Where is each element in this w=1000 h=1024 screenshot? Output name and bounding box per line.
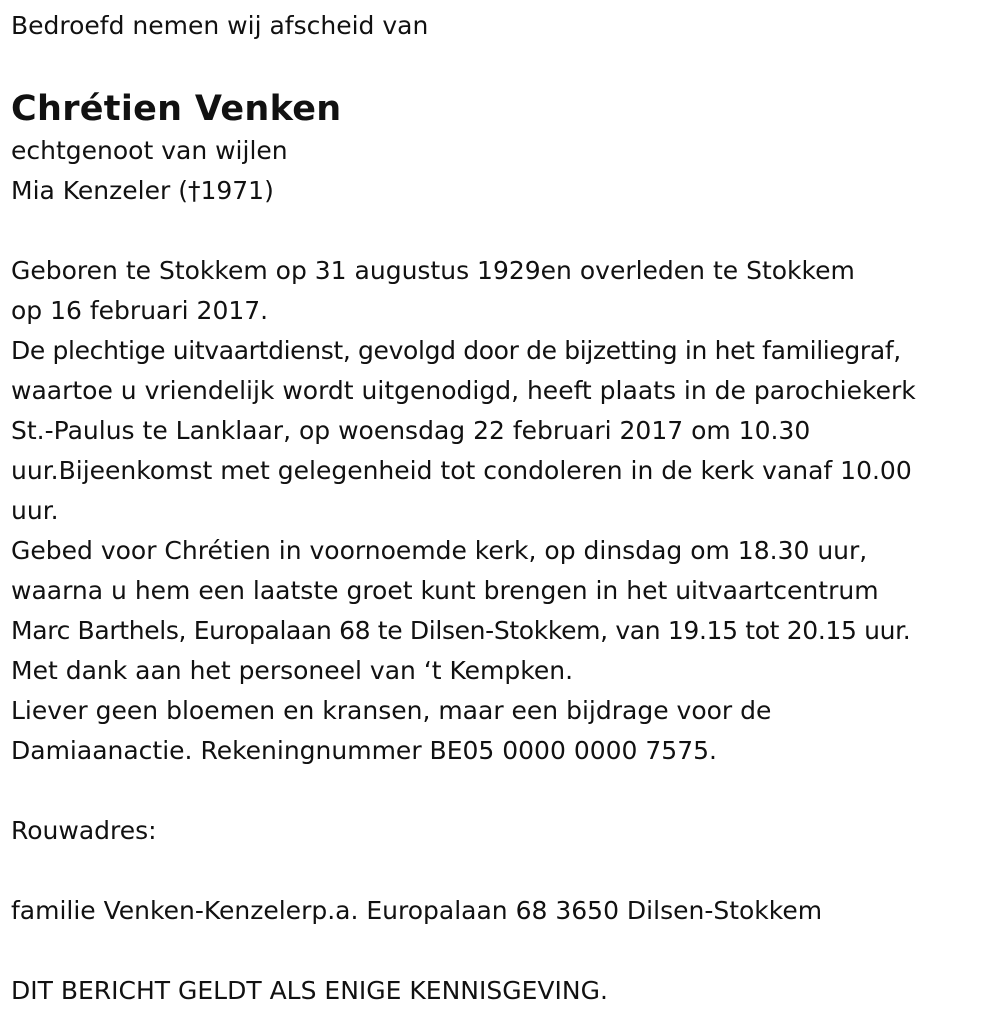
spacer — [11, 771, 996, 811]
body-line-7: uur. — [11, 496, 59, 525]
body-line-11: Met dank aan het personeel van ‘t Kempken. — [11, 656, 574, 685]
spouse-line-2: Mia Kenzeler (†1971) — [11, 176, 274, 205]
body-line-4: waartoe u vriendelijk wordt uitgenodigd, heeft plaats in de parochiekerk — [11, 376, 916, 405]
body-line-13: Damiaanactie. Rekeningnummer BE05 0000 0000 7575. — [11, 736, 717, 765]
body-line-8: Gebed voor Chrétien in voornoemde kerk, op dinsdag om 18.30 uur, — [11, 536, 868, 565]
body-line-10: Marc Barthels, Europalaan 68 te Dilsen-Stokkem, van 19.15 tot 20.15 uur. — [11, 616, 911, 645]
body-line-2: op 16 februari 2017. — [11, 296, 269, 325]
spacer — [11, 211, 996, 251]
spouse-line-1: echtgenoot van wijlen — [11, 136, 288, 165]
intro-text: Bedroefd nemen wij afscheid van — [11, 11, 429, 40]
address-line: familie Venken-Kenzelerp.a. Europalaan 68 3650 Dilsen-Stokkem — [11, 896, 823, 925]
address-heading: Rouwadres: — [11, 816, 157, 845]
deceased-name: Chrétien Venken — [11, 89, 342, 129]
body-line-6: uur.Bijeenkomst met gelegenheid tot condoleren in de kerk vanaf 10.00 — [11, 456, 912, 485]
body-line-1: Geboren te Stokkem op 31 augustus 1929en overleden te Stokkem — [11, 256, 855, 285]
body-line-12: Liever geen bloemen en kransen, maar een bijdrage voor de — [11, 696, 772, 725]
body-line-5: St.-Paulus te Lanklaar, op woensdag 22 februari 2017 om 10.30 — [11, 416, 811, 445]
closing-text: DIT BERICHT GELDT ALS ENIGE KENNISGEVING. — [11, 976, 608, 1005]
death-notice — [11, 6, 996, 1011]
body-line-9: waarna u hem een laatste groet kunt brengen in het uitvaartcentrum — [11, 576, 879, 605]
body-line-3: De plechtige uitvaartdienst, gevolgd door de bijzetting in het familiegraf, — [11, 336, 901, 365]
spacer — [11, 931, 996, 971]
spacer — [11, 851, 996, 891]
